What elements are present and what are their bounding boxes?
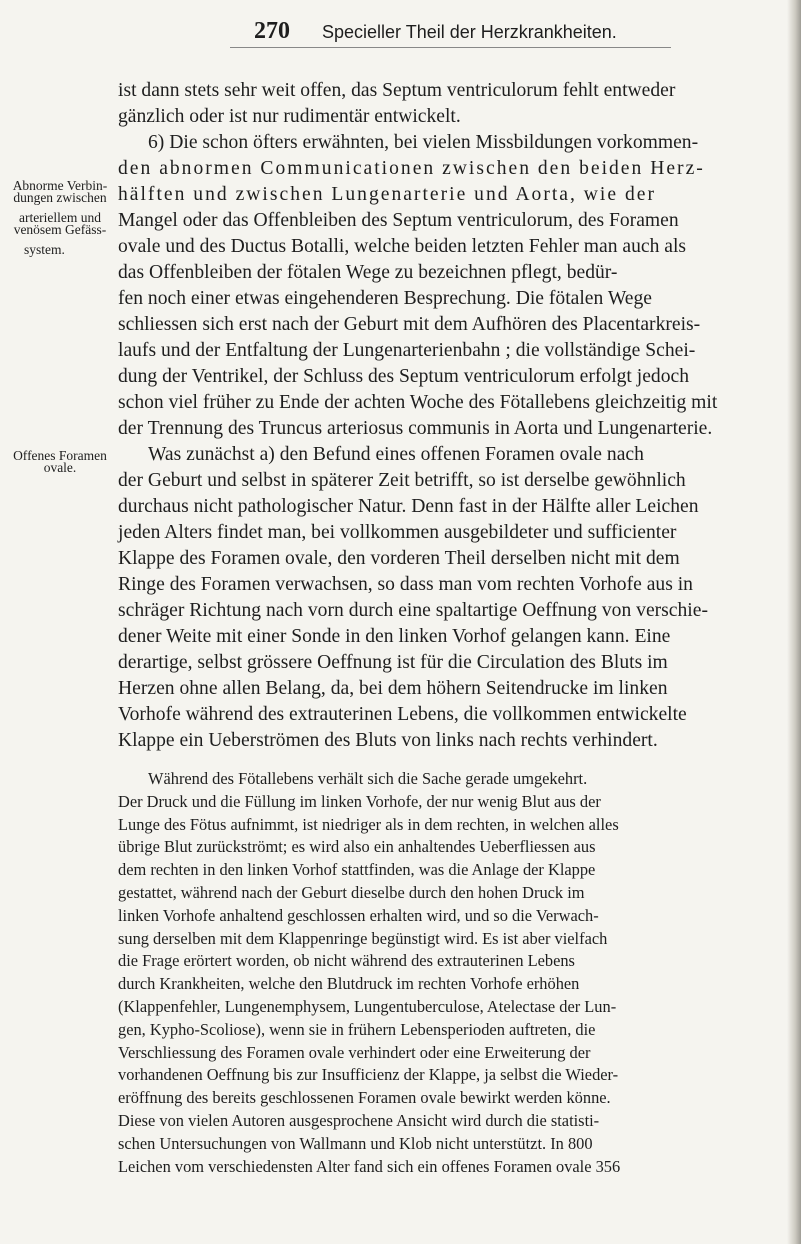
text-line: der Geburt und selbst in späterer Zeit betrifft, so ist derselbe gewöhnlich <box>118 470 686 491</box>
text-line: Klappe des Foramen ovale, den vorderen Theil derselben nicht mit dem <box>118 548 680 569</box>
text-line: übrige Blut zurückströmt; es wird also ein anhaltendes Ueberfliessen aus <box>118 837 596 857</box>
text-line: die Frage erörtert worden, ob nicht während des extrauterinen Lebens <box>118 951 575 971</box>
text-line: 6) Die schon öfters erwähnten, bei vielen Missbildungen vorkommen- <box>148 132 699 153</box>
side-note-abnorme-verbindungen: Abnorme Verbin- dungen zwischen arteriellem und venösem Gefäss- system. <box>12 178 108 257</box>
text-line: dung der Ventrikel, der Schluss des Septum ventriculorum erfolgt jedoch <box>118 366 690 387</box>
text-line: Während des Fötallebens verhält sich die Sache gerade umgekehrt. <box>148 769 588 788</box>
text-line: dener Weite mit einer Sonde in den linken Vorhof gelangen kann. Eine <box>118 626 671 647</box>
text-line: gestattet, während nach der Geburt dieselbe durch den hohen Druck im <box>118 882 585 902</box>
text-line: Verschliessung des Foramen ovale verhindert oder eine Erweiterung der <box>118 1042 591 1062</box>
side-note-offenes-foramen: Offenes Foramen ovale. <box>13 448 107 475</box>
page-header <box>0 12 801 46</box>
text-line: schen Untersuchungen von Wallmann und Klob nicht unterstützt. In 800 <box>118 1133 593 1153</box>
text-line: vorhandenen Oeffnung bis zur Insufficienz der Klappe, ja selbst die Wieder- <box>118 1065 619 1085</box>
text-line: Herzen ohne allen Belang, da, bei dem höhern Seitendrucke im linken <box>118 678 668 699</box>
text-line: gänzlich oder ist nur rudimentär entwickelt. <box>118 106 461 127</box>
text-line: Vorhofe während des extrauterinen Lebens, die vollkommen entwickelte <box>118 704 687 725</box>
text-line: Lunge des Fötus aufnimmt, ist niedriger als in dem rechten, in welchen alles <box>118 814 619 834</box>
text-line: Diese von vielen Autoren ausgesprochene Ansicht wird durch die statisti- <box>118 1110 600 1130</box>
text-line: ovale und des Ductus Botalli, welche beiden letzten Fehler man auch als <box>118 236 687 257</box>
text-line: der Trennung des Truncus arteriosus communis in Aorta und Lungenarterie. <box>118 418 713 439</box>
text-line: Leichen vom verschiedensten Alter fand sich ein offenes Foramen ovale 356 <box>118 1156 621 1176</box>
text-line: linken Vorhofe anhaltend geschlossen erhalten wird, und so die Verwach- <box>118 905 599 925</box>
text-line: hälften und zwischen Lungenarterie und Aorta, wie der <box>118 184 656 205</box>
text-line: durchaus nicht pathologischer Natur. Denn fast in der Hälfte aller Leichen <box>118 496 699 517</box>
text-line: Was zunächst a) den Befund eines offenen Foramen ovale nach <box>148 444 644 465</box>
page-number: 270 <box>254 18 290 44</box>
text-line: (Klappenfehler, Lungenemphysem, Lungentuberculose, Atelectase der Lun- <box>118 996 617 1016</box>
text-line: jeden Alters findet man, bei vollkommen ausgebildeter und sufficienter <box>118 522 677 543</box>
text-line: schräger Richtung nach vorn durch eine spaltartige Oeffnung von verschie- <box>118 600 708 621</box>
text-line: Mangel oder das Offenbleiben des Septum ventriculorum, des Foramen <box>118 210 679 231</box>
text-line: gen, Kypho-Scoliose), wenn sie in frühern Lebensperioden auftreten, die <box>118 1019 596 1039</box>
text-line: das Offenbleiben der fötalen Wege zu bezeichnen pflegt, bedür- <box>118 262 618 283</box>
text-line: durch Krankheiten, welche den Blutdruck im rechten Vorhofe erhöhen <box>118 974 580 994</box>
text-line: sung derselben mit dem Klappenringe begünstigt wird. Es ist aber vielfach <box>118 928 608 948</box>
main-text <box>118 78 772 1178</box>
running-head: Specieller Theil der Herzkrankheiten. <box>322 22 617 42</box>
text-line: Der Druck und die Füllung im linken Vorhofe, der nur wenig Blut aus der <box>118 791 601 811</box>
text-line: fen noch einer etwas eingehenderen Besprechung. Die fötalen Wege <box>118 288 652 309</box>
text-line: dem rechten in den linken Vorhof stattfinden, was die Anlage der Klappe <box>118 860 596 880</box>
text-line: schon viel früher zu Ende der achten Woche des Fötallebens gleichzeitig mit <box>118 392 718 413</box>
header-rule <box>230 47 671 48</box>
text-line: eröffnung des bereits geschlossenen Foramen ovale bewirkt werden könne. <box>118 1088 611 1108</box>
page-edge-shadow <box>787 0 801 1244</box>
text-line: Klappe ein Ueberströmen des Bluts von links nach rechts verhindert. <box>118 730 658 751</box>
small-print-section <box>118 768 772 1178</box>
text-line: schliessen sich erst nach der Geburt mit dem Aufhören des Placentarkreis- <box>118 314 701 335</box>
text-line: derartige, selbst grössere Oeffnung ist für die Circulation des Bluts im <box>118 652 668 673</box>
text-line: Ringe des Foramen verwachsen, so dass man vom rechten Vorhofe aus in <box>118 574 693 595</box>
text-line: den abnormen Communicationen zwischen den beiden Herz- <box>118 158 705 179</box>
text-line: ist dann stets sehr weit offen, das Septum ventriculorum fehlt entweder <box>118 80 676 101</box>
text-line: laufs und der Entfaltung der Lungenarterienbahn ; die vollständige Schei- <box>118 340 696 361</box>
